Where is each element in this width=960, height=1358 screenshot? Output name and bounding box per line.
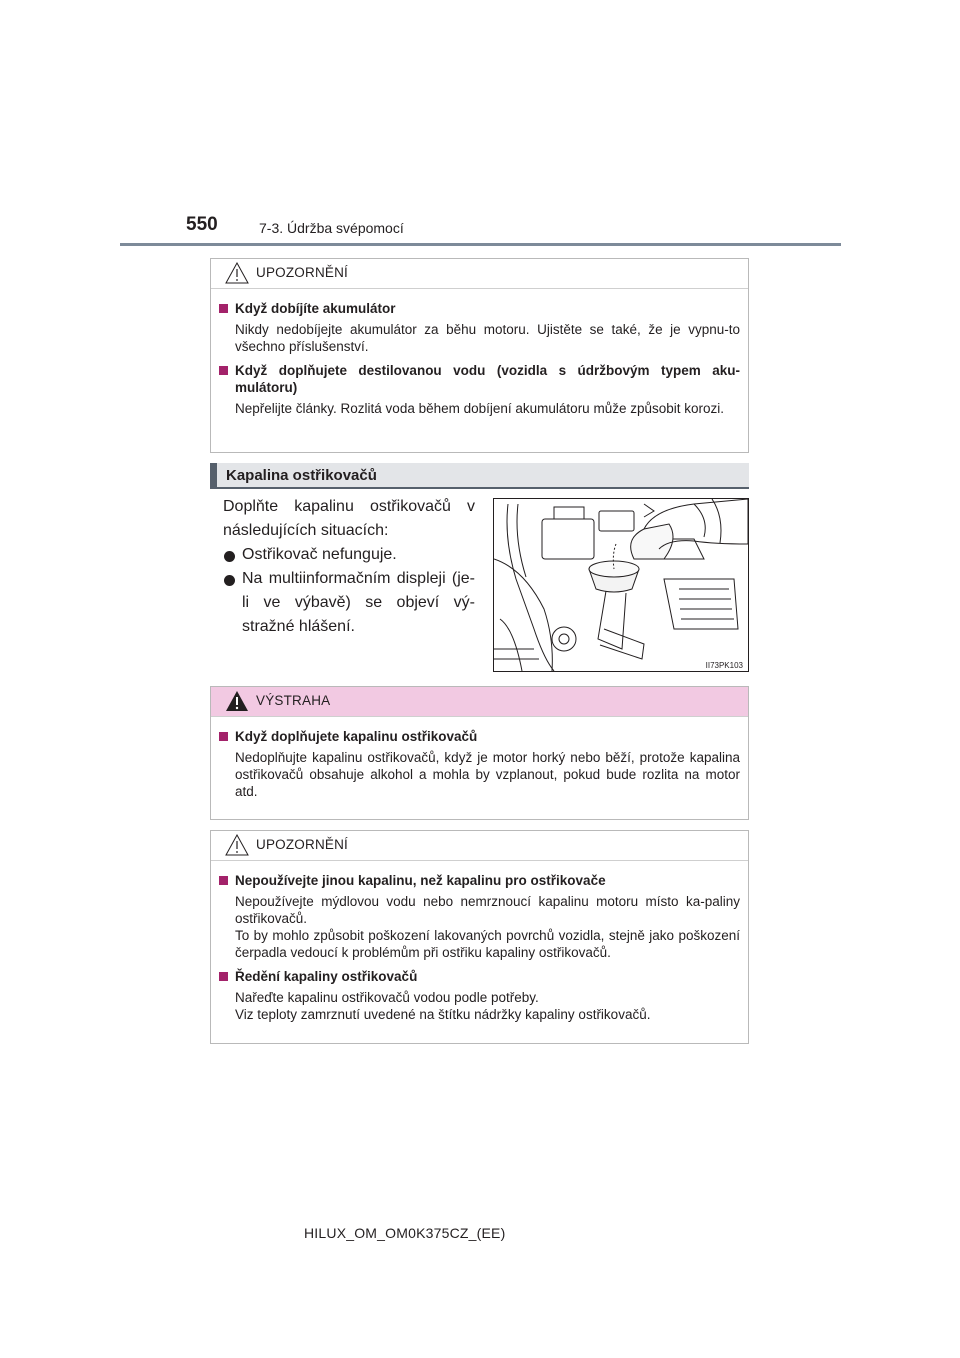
bullet-item: Ostřikovač nefunguje. [223,543,475,567]
caution-heading: UPOZORNĚNÍ [256,837,349,852]
caution-item-title: Ředění kapaliny ostřikovačů [219,968,740,985]
washer-intro [223,495,475,639]
page-number: 550 [186,214,218,235]
square-bullet-icon [219,304,228,313]
warning-triangle-filled-icon [225,690,249,712]
caution-item-title: Když dobíjíte akumulátor [219,300,740,317]
square-bullet-icon [219,732,228,741]
funnel-pouring-illustration [494,499,748,671]
warning-heading: VÝSTRAHA [256,693,331,708]
square-bullet-icon [219,366,228,375]
caution-box-top-header [211,259,748,289]
caution-item-title: Když doplňujete destilovanou vodu (vozidla s údržbovým typem aku-mulátoru) [219,362,740,396]
caution-item-text: Nikdy nedobíjejte akumulátor za běhu motoru. Ujistěte se také, že je vypnu-to všechno příslušenství. [235,322,740,354]
warning-item-text: Nedoplňujte kapalinu ostřikovačů, když je motor horký nebo běží, protože kapalina ostřikovačů obsahuje alkohol a mohla by vzplanout, pokud bude rozlita na motor atd. [235,750,740,799]
warning-item-title: Když doplňujete kapalinu ostřikovačů [219,728,740,745]
caution-box-bottom [210,830,749,1044]
caution-item-text: Nepřelijte články. Rozlitá voda během dobíjení akumulátoru může způsobit korozi. [235,401,724,416]
figure-code: II73PK103 [705,661,743,670]
caution-item-text: Nařeďte kapalinu ostřikovačů vodou podle potřeby. Viz teploty zamrznutí uvedené na štítku nádržky kapaliny ostřikovačů. [235,990,651,1022]
header-rule [120,243,841,246]
caution-item-text: Nepoužívejte mýdlovou vodu nebo nemrznoucí kapalinu motoru místo ka-paliny ostřikovačů. To by mohlo způsobit poškození lakovaných povrchů vozidla, stejně jako poškození čerpadla vedoucí k problémům při ostřiku kapaliny ostřikovačů. [235,894,740,960]
subheading-label: Kapalina ostřikovačů [226,467,377,484]
caution-box-bottom-header [211,831,748,861]
warning-triangle-outline-icon [225,834,249,856]
caution-heading: UPOZORNĚNÍ [256,265,349,280]
caution-box-top [210,258,749,453]
section-label: 7-3. Údržba svépomocí [259,220,404,236]
washer-fill-illustration [493,498,749,672]
caution-item-title: Nepoužívejte jinou kapalinu, než kapalinu pro ostřikovače [219,872,740,889]
bullet-item: Na multiinformačním displeji (je-li ve výbavě) se objeví vý-stražné hlášení. [223,567,475,639]
warning-box-header [211,687,748,717]
subheading-bar [210,463,217,487]
warning-triangle-outline-icon [225,262,249,284]
round-bullet-icon [224,551,235,562]
square-bullet-icon [219,876,228,885]
footer-document-code: HILUX_OM_OM0K375CZ_(EE) [304,1225,506,1241]
intro-paragraph: Doplňte kapalinu ostřikovačů v následujících situacích: [223,498,475,539]
round-bullet-icon [224,575,235,586]
warning-box [210,686,749,820]
section-subheading [210,463,749,489]
square-bullet-icon [219,972,228,981]
